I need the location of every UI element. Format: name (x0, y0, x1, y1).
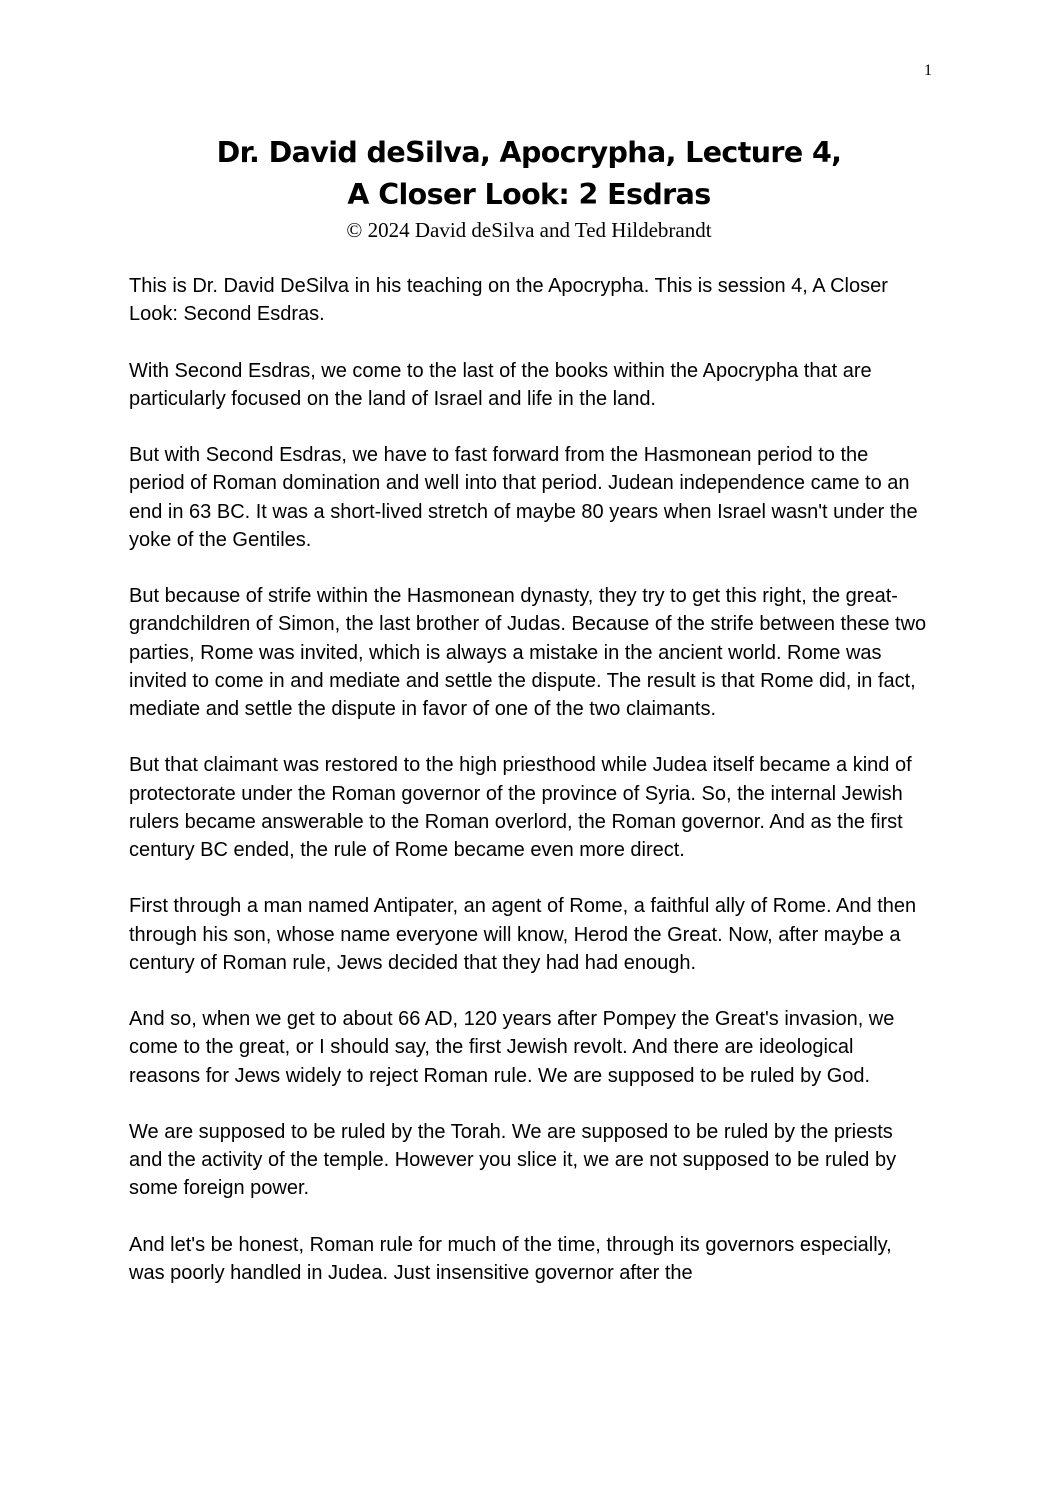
paragraph: And let's be honest, Roman rule for much of the time, through its governors especially, was poorly handled in Judea. Just insensitive governor after the (129, 1233, 892, 1284)
copyright-notice: © 2024 David deSilva and Ted Hildebrandt (346, 218, 712, 242)
paragraph: But because of strife within the Hasmonean dynasty, they try to get this right, the great-grandchildren of Simon, the last brother of Judas. Because of the strife between these two parties, Rome was invited, which is always a mistake in the ancient world. Rome was invited to come in and mediate and settle the dispute. The result is that Rome did, in fact, mediate and settle the dispute in favor of one of the two claimants. (129, 585, 927, 720)
paragraph: With Second Esdras, we come to the last of the books within the Apocrypha that are particularly focused on the land of Israel and life in the land. (129, 359, 872, 410)
paragraph: First through a man named Antipater, an agent of Rome, a faithful ally of Rome. And then through his son, whose name everyone will know, Herod the Great. Now, after maybe a century of Roman rule, Jews decided that they had had enough. (129, 895, 917, 974)
title-line-2: A Closer Look: 2 Esdras (347, 178, 711, 211)
title-line-1: Dr. David deSilva, Apocrypha, Lecture 4, (216, 136, 842, 169)
paragraph: But that claimant was restored to the high priesthood while Judea itself became a kind of protectorate under the Roman governor of the province of Syria. So, the internal Jewish rulers became answerable to the Roman overlord, the Roman governor. And as the first century BC ended, the rule of Rome became even more direct. (129, 754, 912, 861)
paragraph: This is Dr. David DeSilva in his teaching on the Apocrypha. This is session 4, A Closer Look: Second Esdras. (129, 275, 888, 326)
paragraph: We are supposed to be ruled by the Torah. We are supposed to be ruled by the priests and the activity of the temple. However you slice it, we are not supposed to be ruled by some foreign power. (129, 1120, 897, 1200)
body-text (129, 272, 929, 1315)
paragraph: And so, when we get to about 66 AD, 120 years after Pompey the Great's invasion, we come to the great, or I should say, the first Jewish revolt. And there are ideological reasons for Jews widely to reject Roman rule. We are supposed to be ruled by God. (129, 1008, 895, 1087)
title-block (0, 132, 1058, 244)
paragraph: But with Second Esdras, we have to fast forward from the Hasmonean period to the period of Roman domination and well into that period. Judean independence came to an end in 63 BC. It was a short-lived stretch of maybe 80 years when Israel wasn't under the yoke of the Gentiles. (129, 444, 918, 551)
page-number: 1 (924, 62, 932, 79)
